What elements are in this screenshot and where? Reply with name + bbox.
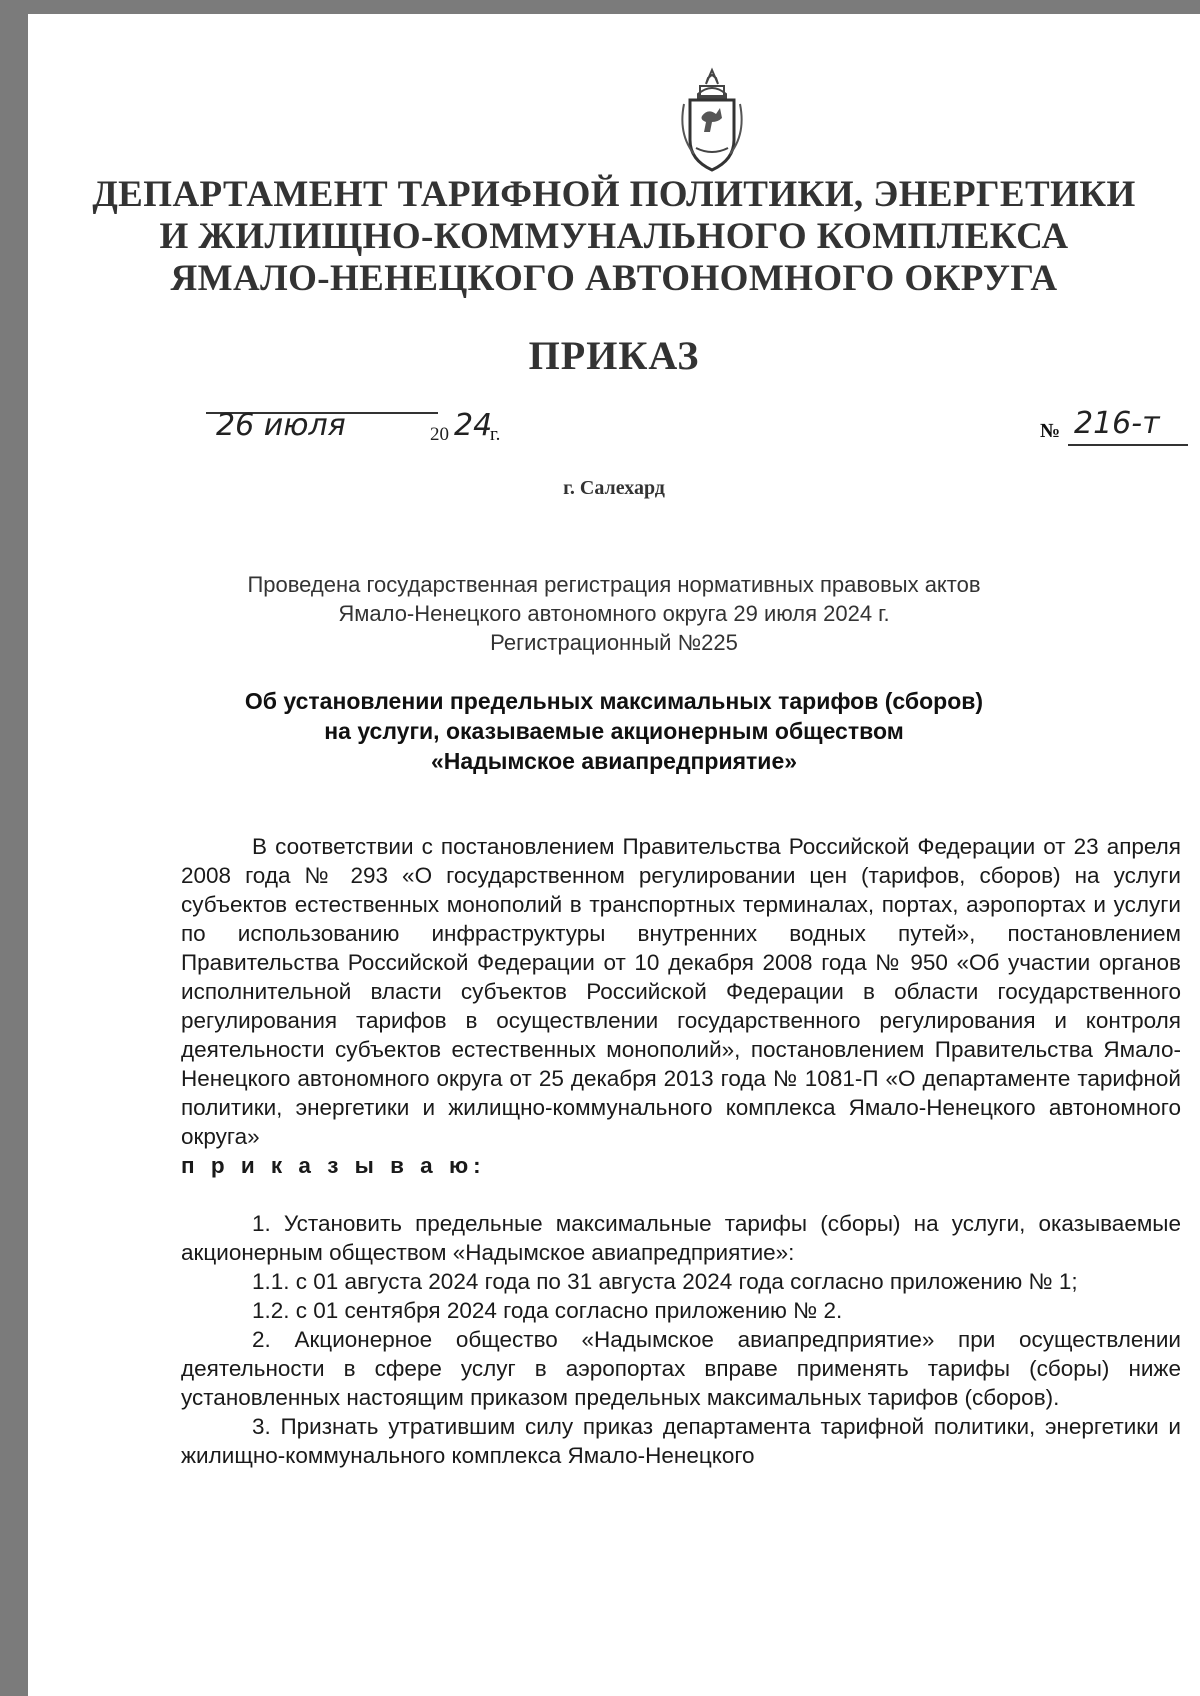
- year-suffix: г.: [490, 424, 501, 445]
- handwritten-number: 216-т: [1074, 406, 1160, 441]
- preamble-paragraph: [181, 832, 1181, 1180]
- item-1-1: 1.1. с 01 августа 2024 года по 31 августа 2024 года согласно приложению № 1;: [252, 1269, 1078, 1294]
- handwritten-date: 26 июля: [216, 408, 346, 443]
- department-line-3: ЯМАЛО-НЕНЕЦКОГО АВТОНОМНОГО ОКРУГА: [170, 258, 1058, 299]
- subject-line-1: Об установлении предельных максимальных тарифов (сборов): [244, 688, 984, 714]
- registration-stamp: [28, 570, 1200, 657]
- number-underline: [1068, 444, 1188, 446]
- number-label: №: [1040, 420, 1061, 442]
- order-subject: [28, 686, 1200, 776]
- city: г. Салехард: [563, 477, 665, 499]
- item-2: 2. Акционерное общество «Надымское авиапредприятие» при осуществлении деятельности в сфере услуг в аэропортах вправе применять тарифы (сборы) ниже установленных настоящим приказом предельных максимальных тарифов (сборов).: [181, 1327, 1181, 1410]
- order-body: [181, 832, 1181, 1470]
- preamble-text: В соответствии с постановлением Правительства Российской Федерации от 23 апреля 2008 года № 293 «О государственном регулировании цен (тарифов, сборов) на услуги субъектов естественных монополий в транспортных терминалах, портах, аэропортах и услуги по использованию инфраструктуры внутренних водных путей», постановлением Правительства Российской Федерации от 10 декабря 2008 года № 950 «Об участии органов исполнительной власти субъектов Российской Федерации в области государственного регулирования тарифов в осуществлении государственного регулирования и контроля деятельности субъектов естественных монополий», постановлением Правительства Ямало-Ненецкого автономного округа от 25 декабря 2013 года № 1081-П «О департаменте тарифной политики, энергетики и жилищно-коммунального комплекса Ямало-Ненецкого автономного округа»: [181, 834, 1181, 1149]
- registration-line-3: Регистрационный №225: [490, 630, 738, 655]
- coat-of-arms-icon: [676, 64, 748, 174]
- item-1-2: 1.2. с 01 сентября 2024 года согласно приложению № 2.: [252, 1298, 843, 1323]
- item-1: 1. Установить предельные максимальные тарифы (сборы) на услуги, оказываемые акционерным обществом «Надымское авиапредприятие»:: [181, 1211, 1181, 1265]
- year-prefix: 20: [430, 424, 449, 445]
- registration-line-2: Ямало-Ненецкого автономного округа 29 июля 2024 г.: [338, 601, 890, 626]
- subject-line-2: на услуги, оказываемые акционерным обществом: [324, 718, 904, 744]
- department-title: [28, 174, 1200, 300]
- registration-line-1: Проведена государственная регистрация нормативных правовых актов: [247, 572, 981, 597]
- subject-line-3: «Надымское авиапредприятие»: [430, 748, 798, 774]
- department-line-1: ДЕПАРТАМЕНТ ТАРИФНОЙ ПОЛИТИКИ, ЭНЕРГЕТИКИ: [92, 174, 1136, 215]
- department-line-2: И ЖИЛИЩНО-КОММУНАЛЬНОГО КОМПЛЕКСА: [159, 216, 1069, 257]
- document-page: [28, 14, 1200, 1696]
- document-type: ПРИКАЗ: [528, 333, 700, 378]
- order-word: п р и к а з ы в а ю:: [181, 1153, 486, 1178]
- item-3: 3. Признать утратившим силу приказ департамента тарифной политики, энергетики и жилищно-коммунального комплекса Ямало-Ненецкого: [181, 1414, 1181, 1468]
- handwritten-year: 24: [454, 408, 493, 443]
